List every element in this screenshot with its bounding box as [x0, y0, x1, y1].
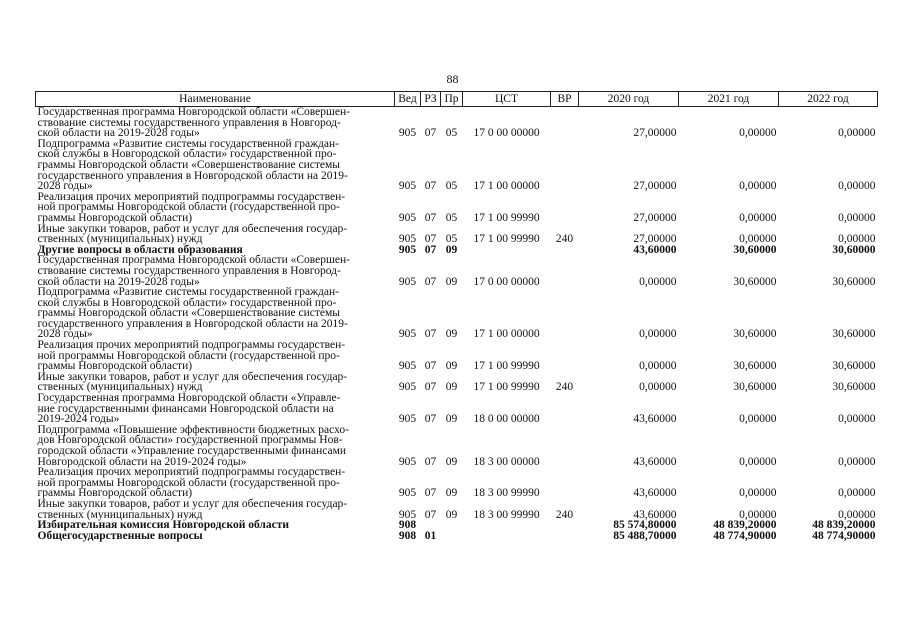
cell-2022: 30,60000: [832, 243, 876, 256]
cell-cst: 17 0 00 00000: [473, 275, 540, 288]
cell-rz: 07: [424, 275, 437, 288]
cell-cst: 17 1 00 99990: [473, 233, 540, 246]
cell-cst: [463, 245, 551, 256]
cell-name: Другие вопросы в области образования: [37, 243, 243, 256]
cell-2021: 0,00000: [739, 508, 777, 521]
cell-2022: 0,00000: [838, 127, 876, 140]
cell-name: Реализация прочих мероприятий подпрограммы государствен- ной программы Новгородской области (государственной про- граммы Новгородской области): [37, 190, 346, 224]
cell-2021: 30,60000: [733, 328, 777, 341]
cell-pr: 05: [445, 180, 458, 193]
cell-2020: 27,00000: [633, 211, 677, 224]
cell-name: Иные закупки товаров, работ и услуг для обеспечения государ- ственных (муниципальных) нужд: [37, 222, 348, 246]
cell-cst: 17 1 00 00000: [473, 328, 540, 341]
cell-2022: 0,00000: [838, 233, 876, 246]
cell-2020: 0,00000: [639, 360, 677, 373]
cell-name: Иные закупки товаров, работ и услуг для обеспечения государ- ственных (муниципальных) нужд: [37, 497, 348, 521]
cell-2020: 43,60000: [633, 455, 677, 468]
cell-vr: [551, 192, 579, 224]
table-row: [36, 340, 878, 372]
cell-rz: 07: [424, 328, 437, 341]
cell-2022: 30,60000: [832, 381, 876, 394]
cell-vr: [551, 467, 579, 499]
cell-rz: 07: [424, 381, 437, 394]
cell-vr: [551, 393, 579, 425]
cell-cst: 17 1 00 00000: [473, 180, 540, 193]
cell-2021: 0,00000: [739, 127, 777, 140]
table-row: [36, 255, 878, 287]
cell-pr: 09: [445, 328, 458, 341]
cell-cst: [463, 531, 551, 542]
cell-name: Избирательная комиссия Новгородской области: [37, 519, 290, 532]
cell-name: Подпрограмма «Повышение эффективности бюджетных расхо- дов Новгородской области» государственной программы Нов- городской области «Управление государственными финансами Новгородской области на 2019-2024 годы»: [37, 423, 350, 468]
cell-2022: 48 839,20000: [812, 519, 876, 532]
page-number: 88: [446, 72, 459, 86]
col-header-2021: 2021 год: [679, 92, 779, 107]
table-row: [36, 107, 878, 139]
col-header-name: Наименование: [36, 92, 395, 107]
cell-name: Подпрограмма «Развитие системы государственной граждан- ской службы в Новгородской области» государственной про- граммы Новгородской области «Совершенствование системы государственного управления в Новгородской области на 2019- 2028 годы»: [37, 286, 348, 341]
cell-2021: 30,60000: [733, 275, 777, 288]
cell-2021: 0,00000: [739, 233, 777, 246]
cell-2021: 0,00000: [739, 455, 777, 468]
cell-ved: 905: [398, 211, 417, 224]
cell-2022: 30,60000: [832, 328, 876, 341]
cell-pr: 09: [445, 243, 458, 256]
cell-ved: 905: [398, 413, 417, 426]
cell-2020: 43,60000: [633, 243, 677, 256]
table-row: [36, 372, 878, 393]
cell-vr: 240: [555, 508, 574, 521]
table-row: [36, 467, 878, 499]
cell-pr: 09: [445, 413, 458, 426]
cell-2022: 0,00000: [838, 508, 876, 521]
cell-cst: 17 1 00 99990: [473, 381, 540, 394]
table-row: [36, 224, 878, 245]
cell-pr: 05: [445, 127, 458, 140]
cell-2022: 0,00000: [838, 413, 876, 426]
cell-ved: 905: [398, 275, 417, 288]
cell-rz: 07: [424, 180, 437, 193]
cell-pr: 05: [445, 211, 458, 224]
cell-vr: [551, 425, 579, 467]
cell-2022: 48 774,90000: [812, 529, 876, 542]
cell-cst: 18 3 00 99990: [473, 487, 540, 500]
cell-ved: 905: [398, 455, 417, 468]
cell-2021: 30,60000: [733, 381, 777, 394]
table-body: [36, 107, 878, 542]
cell-pr: 09: [445, 275, 458, 288]
cell-ved: 905: [398, 233, 417, 246]
cell-cst: 18 3 00 99990: [473, 508, 540, 521]
cell-vr: [551, 520, 579, 531]
cell-name: Иные закупки товаров, работ и услуг для обеспечения государ- ственных (муниципальных) нужд: [37, 370, 348, 394]
cell-ved: 905: [398, 127, 417, 140]
cell-2021: 48 839,20000: [713, 519, 777, 532]
table-row: [36, 139, 878, 192]
col-header-rz: РЗ: [421, 92, 441, 107]
table-row: [36, 499, 878, 520]
cell-vr: [551, 531, 579, 542]
cell-pr: 09: [445, 381, 458, 394]
cell-rz: 07: [424, 233, 437, 246]
cell-pr: [441, 520, 463, 531]
cell-2021: 0,00000: [739, 487, 777, 500]
cell-rz: 07: [424, 413, 437, 426]
cell-rz: 07: [424, 487, 437, 500]
cell-ved: 905: [398, 243, 417, 256]
cell-ved: 905: [398, 328, 417, 341]
cell-ved: 905: [398, 360, 417, 373]
table-row: [36, 192, 878, 224]
cell-2021: 0,00000: [739, 413, 777, 426]
cell-2021: 30,60000: [733, 360, 777, 373]
cell-ved: 905: [398, 180, 417, 193]
cell-ved: 905: [398, 487, 417, 500]
cell-2020: 27,00000: [633, 233, 677, 246]
cell-cst: 17 1 00 99990: [473, 360, 540, 373]
cell-vr: [551, 245, 579, 256]
cell-pr: 09: [445, 487, 458, 500]
cell-ved: 905: [398, 381, 417, 394]
cell-vr: [551, 107, 579, 139]
cell-2022: 0,00000: [838, 487, 876, 500]
cell-name: Государственная программа Новгородской области «Управле- ние государственными финансами Новгородской области на 2019-2024 годы»: [37, 392, 341, 426]
cell-2022: 0,00000: [838, 455, 876, 468]
cell-2020: 85 488,70000: [613, 529, 677, 542]
cell-2021: 0,00000: [739, 211, 777, 224]
cell-cst: 18 0 00 00000: [473, 413, 540, 426]
cell-2022: 0,00000: [838, 180, 876, 193]
cell-2020: 27,00000: [633, 127, 677, 140]
cell-rz: 07: [424, 455, 437, 468]
cell-2020: 0,00000: [639, 328, 677, 341]
col-header-vr: ВР: [551, 92, 579, 107]
cell-2021: 30,60000: [733, 243, 777, 256]
cell-cst: 17 0 00 00000: [473, 127, 540, 140]
col-header-2022: 2022 год: [779, 92, 878, 107]
col-header-ved: Вед: [395, 92, 421, 107]
cell-rz: 07: [424, 360, 437, 373]
cell-vr: [551, 255, 579, 287]
cell-2020: 0,00000: [639, 381, 677, 394]
cell-vr: [551, 287, 579, 340]
cell-2020: 43,60000: [633, 508, 677, 521]
budget-table: [35, 91, 878, 541]
cell-name: Общегосударственные вопросы: [37, 529, 203, 542]
table-row: [36, 531, 878, 542]
cell-2022: 30,60000: [832, 275, 876, 288]
cell-vr: [551, 139, 579, 192]
cell-rz: 07: [424, 243, 437, 256]
cell-ved: 908: [398, 529, 417, 542]
table-row: [36, 425, 878, 467]
cell-cst: [463, 520, 551, 531]
cell-pr: 09: [445, 455, 458, 468]
cell-2020: 43,60000: [633, 413, 677, 426]
cell-2020: 27,00000: [633, 180, 677, 193]
table-row: [36, 393, 878, 425]
cell-2021: 0,00000: [739, 180, 777, 193]
cell-2022: 0,00000: [838, 211, 876, 224]
cell-pr: 09: [445, 360, 458, 373]
cell-pr: 05: [445, 233, 458, 246]
cell-pr: [441, 531, 463, 542]
cell-rz: 01: [424, 529, 437, 542]
cell-name: Подпрограмма «Развитие системы государственной граждан- ской службы в Новгородской области» государственной про- граммы Новгородской области «Совершенствование системы государственного управления в Новгородской области на 2019- 2028 годы»: [37, 137, 348, 193]
cell-name: Государственная программа Новгородской области «Совершен- ствование системы государственного управления в Новгород- ской области на 2019-2028 годы»: [37, 254, 350, 288]
cell-name: Реализация прочих мероприятий подпрограммы государствен- ной программы Новгородской области (государственной про- граммы Новгородской области): [37, 339, 346, 373]
cell-ved: 908: [398, 519, 417, 532]
cell-name: Реализация прочих мероприятий подпрограммы государствен- ной программы Новгородской области (государственной про- граммы Новгородской области): [37, 466, 346, 500]
cell-cst: 18 3 00 00000: [473, 455, 540, 468]
cell-pr: 09: [445, 508, 458, 521]
cell-vr: 240: [555, 233, 574, 246]
col-header-cst: ЦСТ: [463, 92, 551, 107]
cell-ved: 905: [398, 508, 417, 521]
cell-vr: 240: [555, 381, 574, 394]
cell-2020: 43,60000: [633, 487, 677, 500]
cell-rz: 07: [424, 211, 437, 224]
table-header-row: [36, 92, 878, 107]
cell-rz: 07: [424, 127, 437, 140]
col-header-2020: 2020 год: [579, 92, 679, 107]
cell-vr: [551, 340, 579, 372]
col-header-pr: Пр: [441, 92, 463, 107]
cell-2022: 30,60000: [832, 360, 876, 373]
cell-2020: 0,00000: [639, 275, 677, 288]
cell-2021: 48 774,90000: [713, 529, 777, 542]
table-row: [36, 287, 878, 340]
cell-cst: 17 1 00 99990: [473, 211, 540, 224]
cell-2020: 85 574,80000: [613, 519, 677, 532]
cell-rz: 07: [424, 508, 437, 521]
cell-name: Государственная программа Новгородской области «Совершен- ствование системы государственного управления в Новгород- ской области на 2019-2028 годы»: [37, 106, 350, 140]
